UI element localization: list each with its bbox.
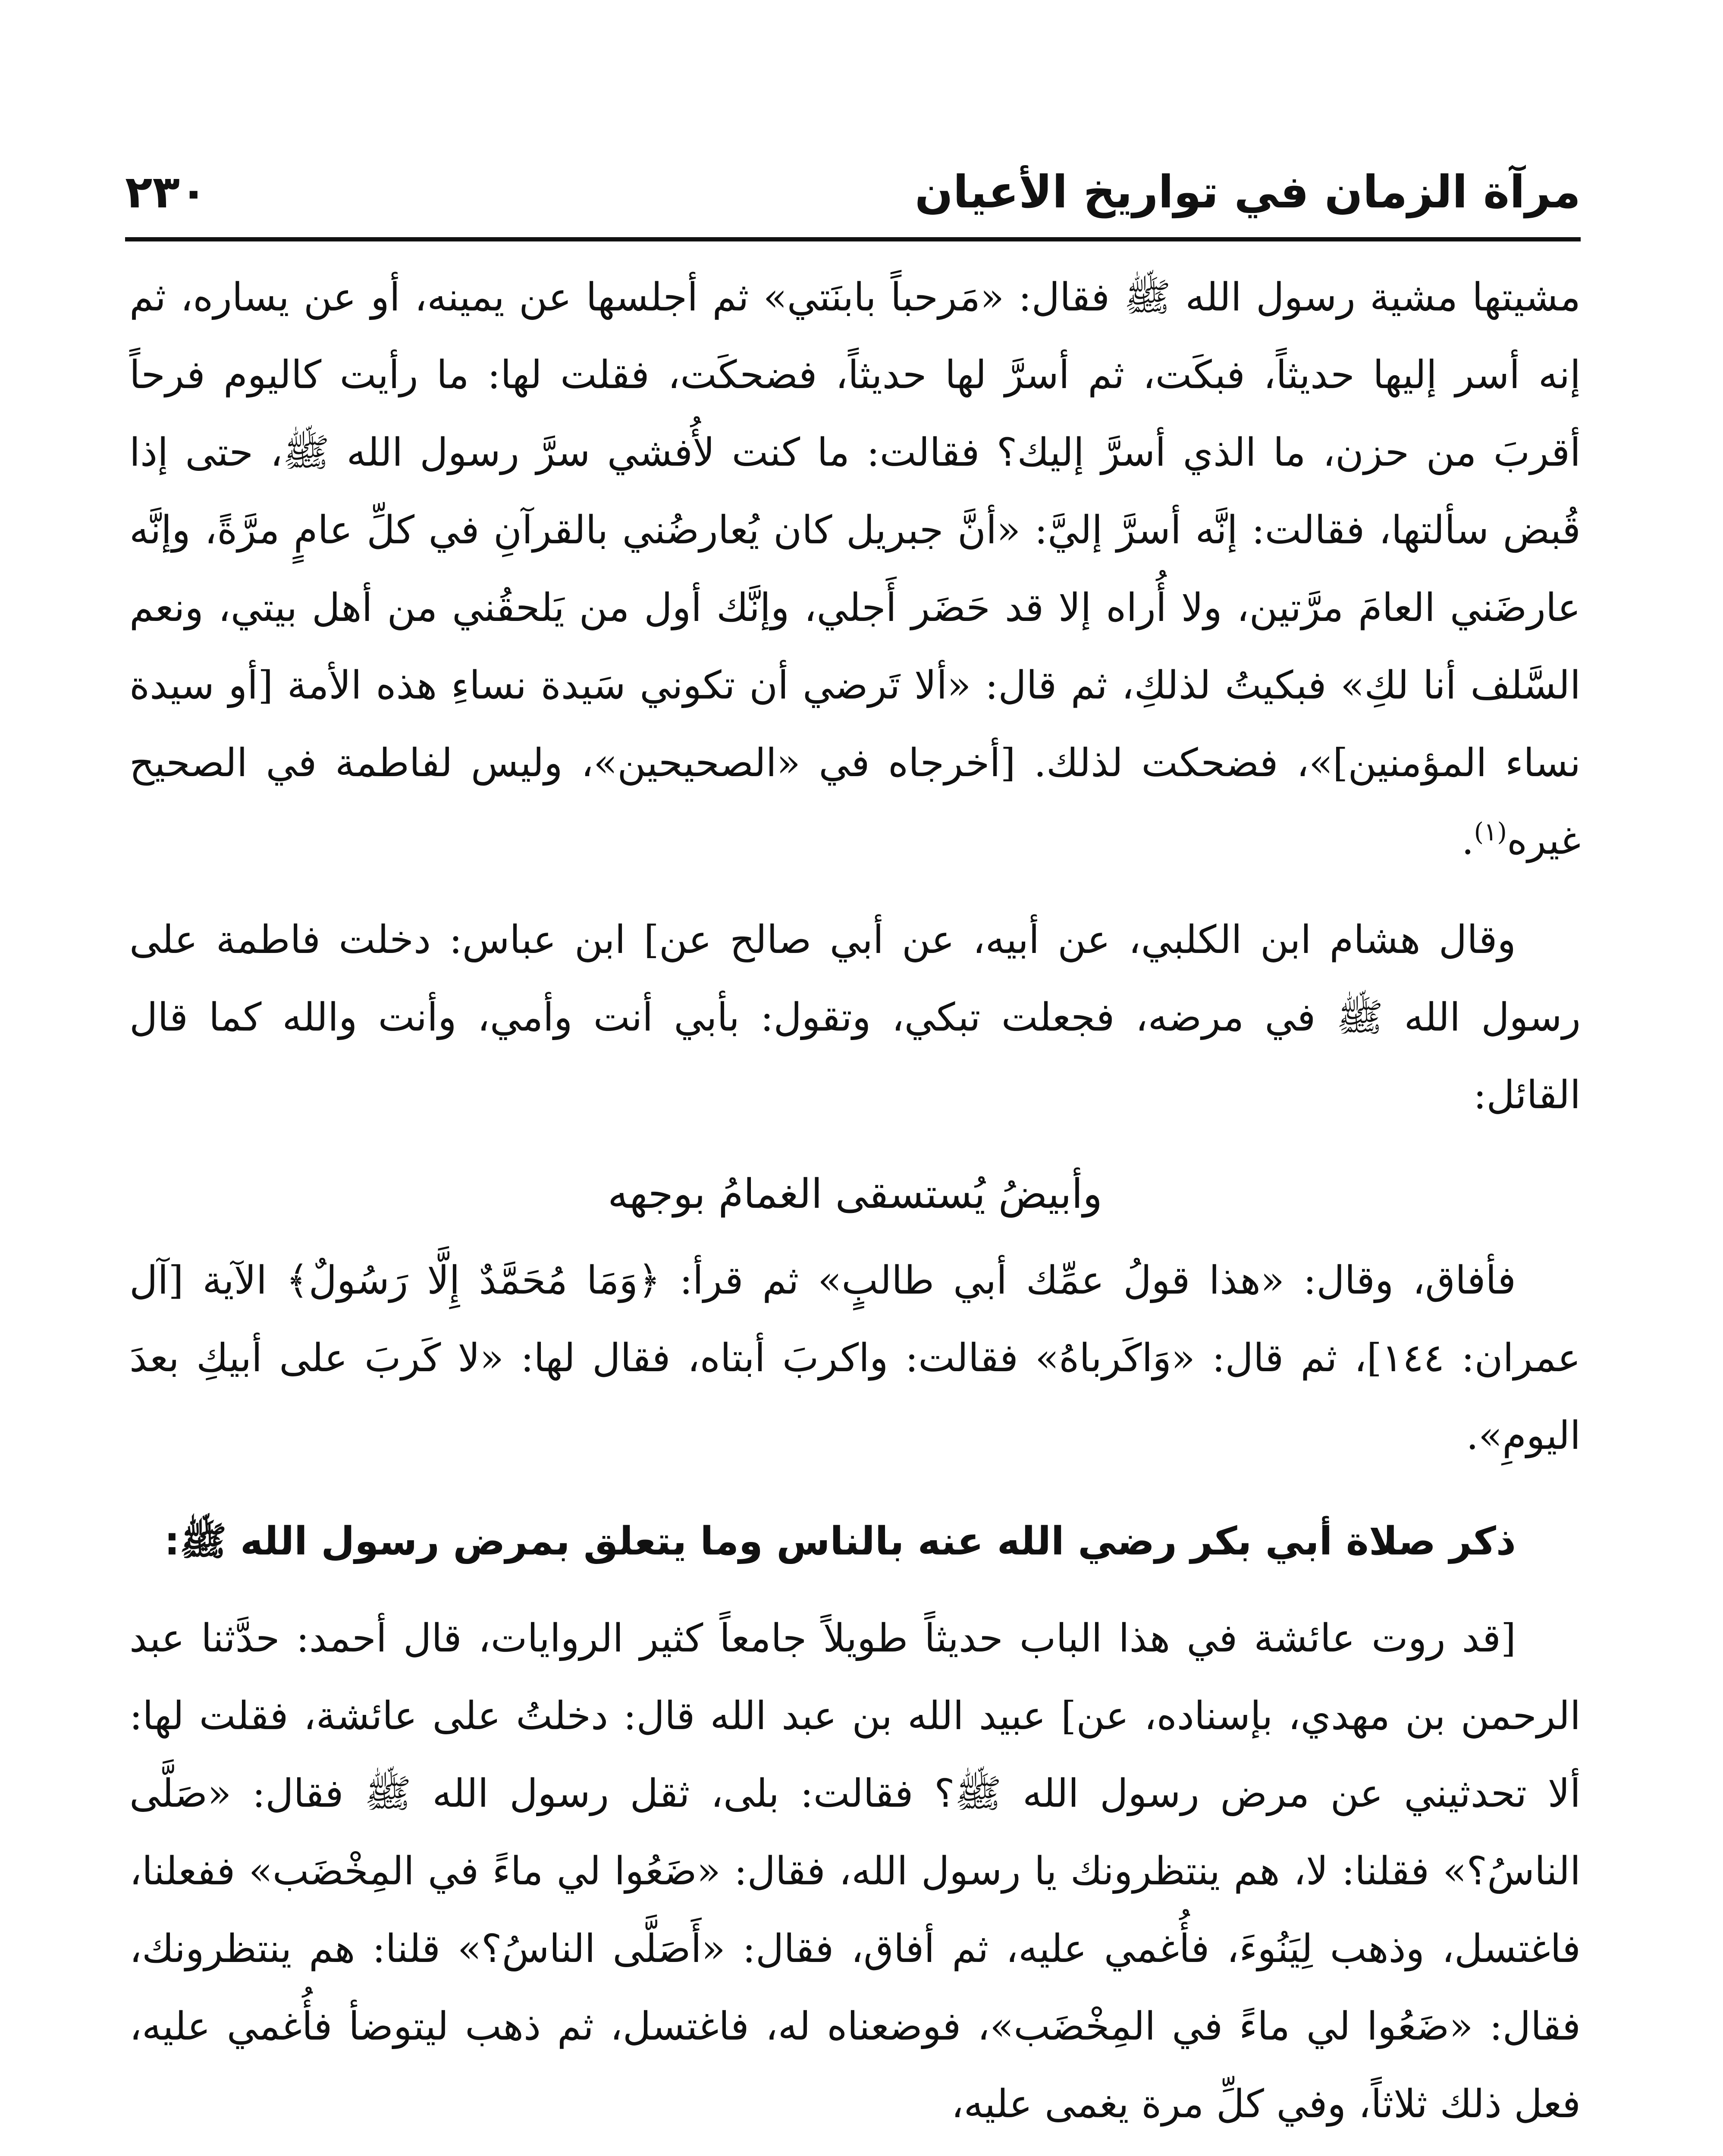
paragraph-3: فأفاق، وقال: «هذا قولُ عمِّك أبي طالبٍ» ثم قرأ: ﴿وَمَا مُحَمَّدٌ إِلَّا رَسُولٌ﴾ الآية [آل عمران: ١٤٤]، ثم قال: «وَاكَرباهُ» فقالت: واكربَ أبتاه، فقال لها: «لا كَربَ على أبيكِ بعدَ اليومِ».	[129, 1258, 1581, 1458]
paragraph-4: [قد روت عائشة في هذا الباب حديثاً طويلاً جامعاً كثير الروايات، قال أحمد: حدَّثنا عبد الرحمن بن مهدي، بإسناده، عن] عبيد الله بن عبد الله قال: دخلتُ على عائشة، فقلت لها: ألا تحدثيني عن مرض رسول الله ﷺ؟ فقالت: بلى، ثقل رسول الله ﷺ فقال: «صَلَّى الناسُ؟» فقلنا: لا، هم ينتظرونك يا رسول الله، فقال: «ضَعُوا لي ماءً في المِخْضَب» ففعلنا، فاغتسل، وذهب لِيَنُوءَ، فأُغمي عليه، ثم أفاق، فقال: «أَصَلَّى الناسُ؟» قلنا: هم ينتظرونك، فقال: «ضَعُوا لي ماءً في المِخْضَب»، فوضعناه له، فاغتسل، ثم ذهب ليتوضأ فأُغمي عليه، فعل ذلك ثلاثاً، وفي كلِّ مرة يغمى عليه،	[129, 1616, 1581, 2127]
footnote-reference: (١)	[1474, 817, 1507, 846]
page-header	[125, 155, 1581, 241]
header-rule	[125, 237, 1581, 241]
paragraph-1	[129, 259, 1581, 880]
paragraph-1-end: .	[1461, 818, 1474, 863]
page-number: ٢٣٠	[125, 166, 207, 218]
section-heading: ذكر صلاة أبي بكر رضي الله عنه بالناس وما يتعلق بمرض رسول الله ﷺ:	[164, 1519, 1516, 1564]
poetry-verse: وأبيضُ يُستسقى الغمامُ بوجهه	[608, 1171, 1102, 1218]
paragraph-1-text: مشيتها مشية رسول الله ﷺ فقال: «مَرحباً بابنَتي» ثم أجلسها عن يمينه، أو عن يساره، ثم إنه أسر إليها حديثاً، فبكَت، ثم أسرَّ لها حديثاً، فضحكَت، فقلت لها: ما رأيت كاليوم فرحاً أقربَ من حزن، ما الذي أسرَّ إليك؟ فقالت: ما كنت لأُفشي سرَّ رسول الله ﷺ، حتى إذا قُبض سألتها، فقالت: إنَّه أسرَّ إليَّ: «أنَّ جبريل كان يُعارضُني بالقرآنِ في كلِّ عامٍ مرَّةً، وإنَّه عارضَني العامَ مرَّتين، ولا أُراه إلا قد حَضَر أَجلي، وإنَّك أول من يَلحقُني من أهل بيتي، ونعم السَّلف أنا لكِ» فبكيتُ لذلكِ، ثم قال: «ألا تَرضي أن تكوني سَيدة نساءِ هذه الأمة [أو سيدة نساء المؤمنين]»، فضحكت لذلك. [أخرجاه في «الصحيحين»، وليس لفاطمة في الصحيح غيره	[129, 275, 1581, 863]
paragraph-2: وقال هشام ابن الكلبي، عن أبيه، عن أبي صالح عن] ابن عباس: دخلت فاطمة على رسول الله ﷺ في مرضه، فجعلت تبكي، وتقول: بأبي أنت وأمي، وأنت والله كما قال القائل:	[129, 917, 1581, 1118]
page-body	[129, 259, 1581, 2143]
running-title: مرآة الزمان في تواريخ الأعيان	[914, 166, 1581, 218]
